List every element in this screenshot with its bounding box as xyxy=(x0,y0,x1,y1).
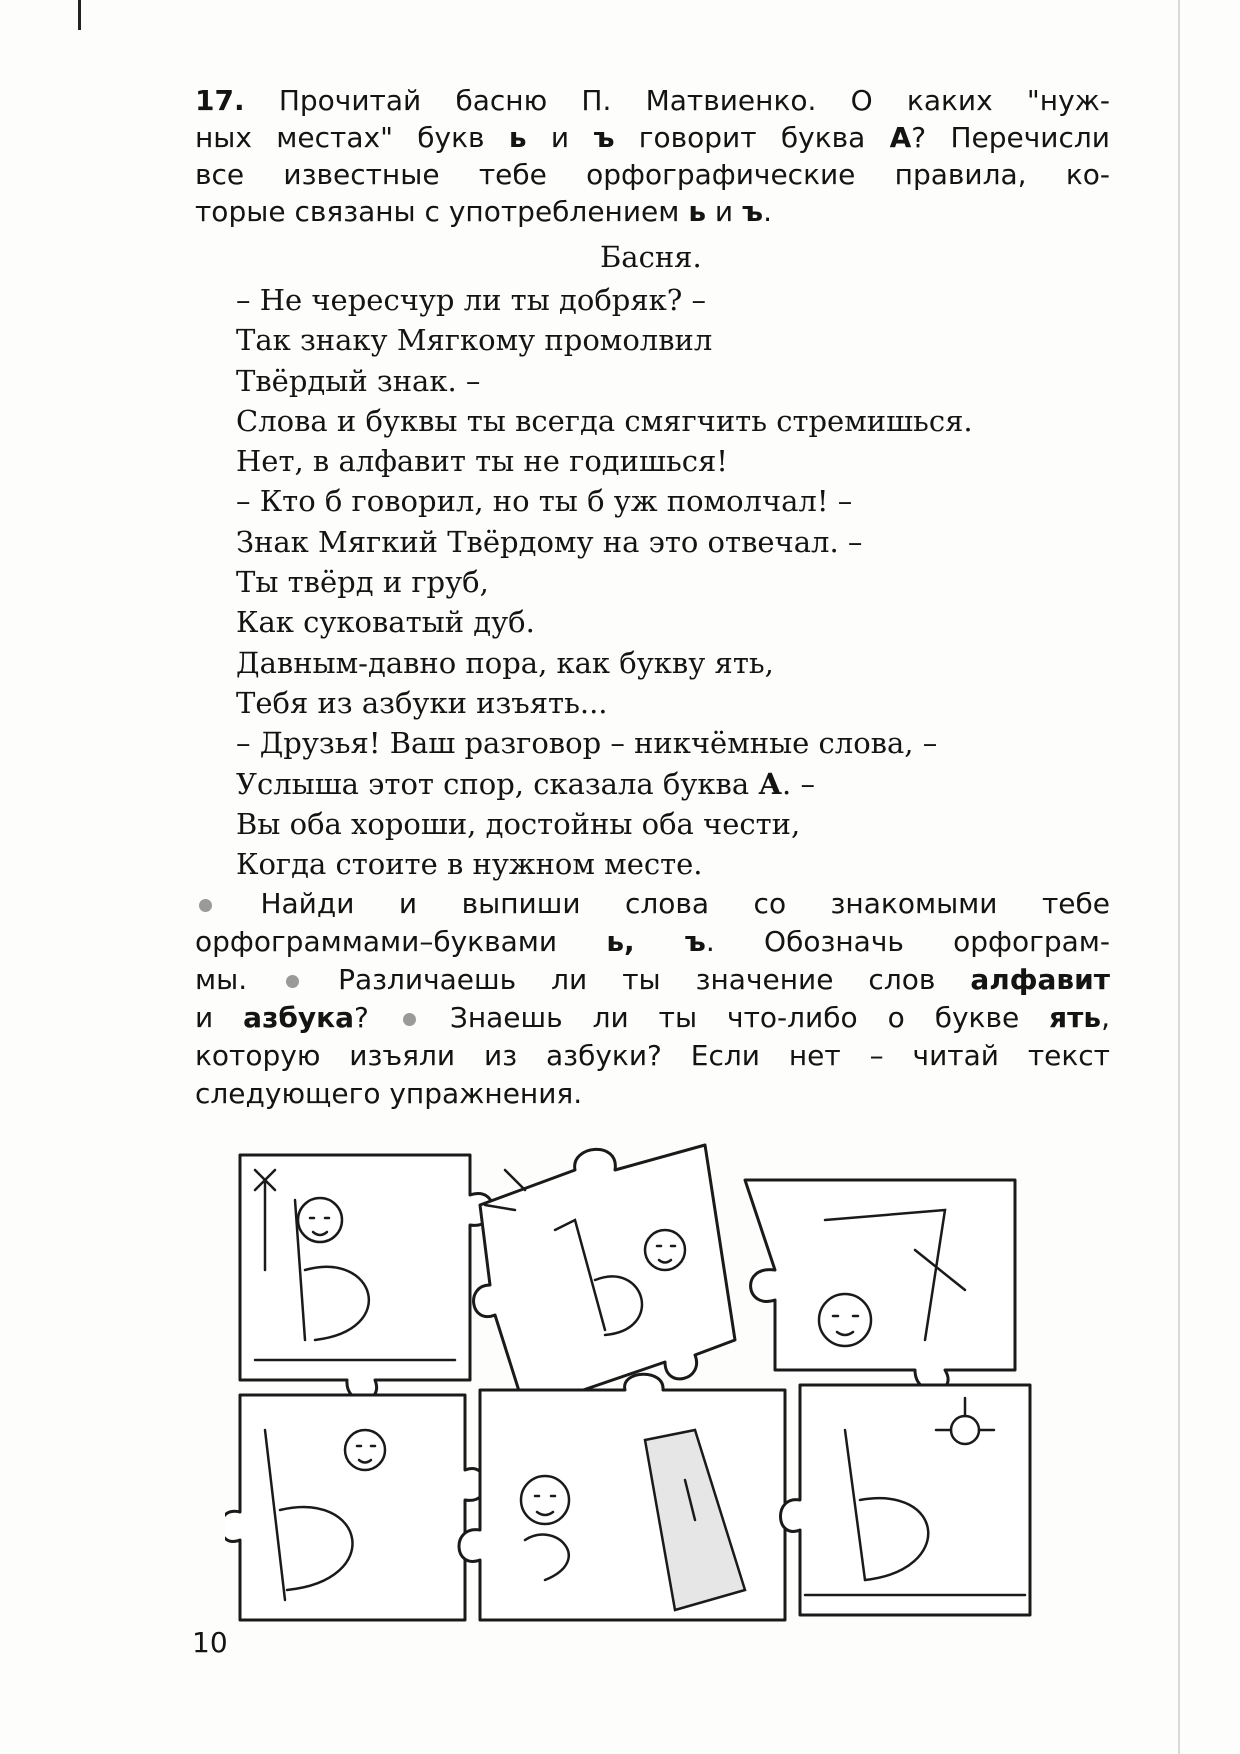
task-line-3: все известные тебе орфографические правила, ко- xyxy=(195,158,1110,191)
scan-fold-line xyxy=(1178,0,1180,1754)
fable-verse-line: Ты твёрд и груб, xyxy=(236,565,489,600)
fable-verse-line: Нет, в алфавит ты не годишься! xyxy=(236,444,728,479)
exercise-instructions xyxy=(195,885,1110,1113)
exercise-line: следующего упражнения. xyxy=(195,1077,583,1110)
fable-verse-line: Знак Мягкий Твёрдому на это отвечал. – xyxy=(236,524,863,559)
fable-verse-line: Твёрдый знак. – xyxy=(236,363,481,398)
fable-title: Басня. xyxy=(600,240,702,274)
fable-verse-line: – Кто б говорил, но ты б уж помолчал! – xyxy=(236,484,853,519)
fable-verse-line: Так знаку Мягкому промолвил xyxy=(236,323,713,358)
fable-verse-line: Тебя из азбуки изъять... xyxy=(236,685,608,720)
fable-verse-line: Вы оба хороши, достойны оба чести, xyxy=(236,806,801,841)
fable-verse-line: Слова и буквы ты всегда смягчить стремишься. xyxy=(236,403,973,438)
bullet-dot-icon xyxy=(286,975,299,988)
fable-verse-line: Давным-давно пора, как букву ять, xyxy=(236,645,774,680)
exercise-line: Найди и выпиши слова со знакомыми тебе xyxy=(195,885,1110,923)
page-number: 10 xyxy=(192,1626,228,1659)
task-17-instructions xyxy=(195,82,1110,230)
fable-verse-line: Услыша этот спор, сказала буква А. – xyxy=(236,766,815,801)
exercise-line: которую изъяли из азбуки? Если нет – читай текст xyxy=(195,1039,1110,1072)
fable-verse-line: – Не чересчур ли ты добряк? – xyxy=(236,283,707,317)
exercise-line: и азбука? Знаешь ли ты что-либо о букве ять, xyxy=(195,1001,1110,1034)
bullet-dot-icon xyxy=(403,1013,416,1026)
fable-verse-line: – Друзья! Ваш разговор – никчёмные слова, – xyxy=(236,726,938,761)
fable-text xyxy=(236,280,973,884)
task-line-4: торые связаны с употреблением ь и ъ. xyxy=(195,195,772,228)
exercise-line: мы. Различаешь ли ты значение слов алфавит xyxy=(195,963,1110,996)
exercise-line: орфограммами–буквами ь, ъ. Обозначь орфограм- xyxy=(195,925,1110,958)
task-line-2: ных местах" букв ь и ъ говорит буква А? Перечисли xyxy=(195,121,1110,154)
puzzle-letters-illustration xyxy=(225,1140,1055,1630)
task-line-1: 17. Прочитай басню П. Матвиенко. О каких "нуж- xyxy=(195,84,1110,117)
fable-verse-line: Как суковатый дуб. xyxy=(236,605,535,640)
task-number: 17. xyxy=(195,84,245,117)
scan-edge-mark xyxy=(78,0,81,30)
fable-verse-line: Когда стоите в нужном месте. xyxy=(236,847,703,882)
bullet-dot-icon xyxy=(199,899,212,912)
